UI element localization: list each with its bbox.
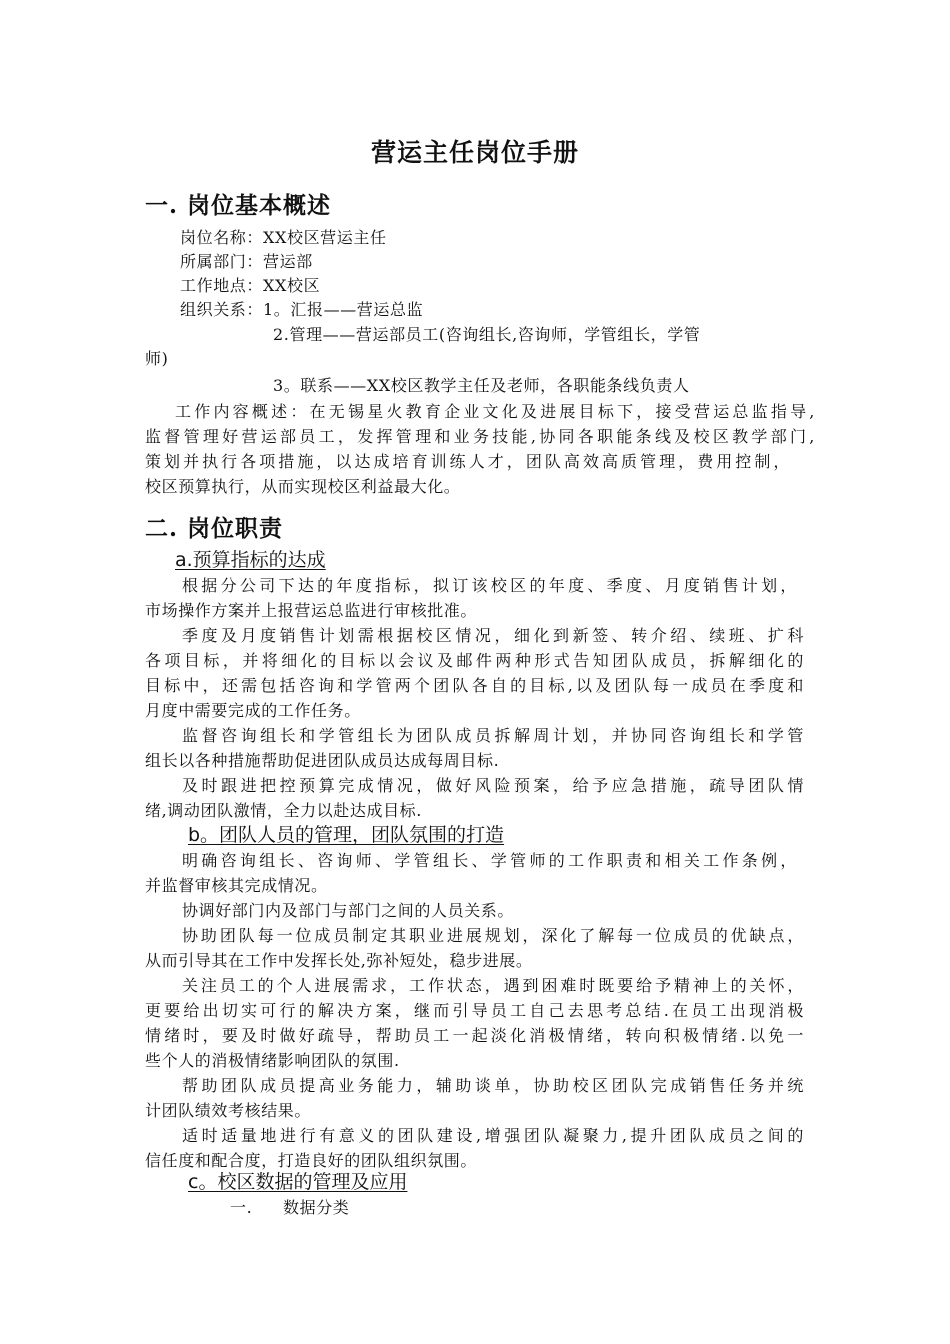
text-line: 明确咨询组长、咨询师、学管组长、学管师的工作职责和相关工作条例， — [182, 851, 797, 870]
text-line: 季度及月度销售计划需根据校区情况，细化到新签、转介绍、续班、扩科 — [182, 626, 804, 645]
text-line: 些个人的消极情绪影响团队的氛围. — [145, 1051, 400, 1070]
text-line: 月度中需要完成的工作任务。 — [145, 701, 361, 720]
text-line: 协助团队每一位成员制定其职业进展规划，深化了解每一位成员的优缺点， — [182, 926, 804, 945]
text-line: 组织关系：1。汇报——营运总监 — [180, 300, 424, 319]
text-line: 关注员工的个人进展需求，工作状态，遇到困难时既要给予精神上的关怀， — [182, 976, 804, 995]
section-heading-duties: 二. 岗位职责 — [145, 515, 284, 542]
text-line: 策划并执行各项措施，以达成培育训练人才，团队高效高质管理，费用控制， — [145, 452, 790, 471]
text-line: 及时跟进把控预算完成情况，做好风险预案，给予应急措施，疏导团队情 — [182, 776, 804, 795]
subheading-campus-data: c。校区数据的管理及应用 — [188, 1171, 408, 1193]
text-line: 协调好部门内及部门与部门之间的人员关系。 — [182, 901, 515, 920]
subheading-team-management: b。团队人员的管理，团队氛围的打造 — [188, 824, 505, 846]
text-line: 监督咨询组长和学管组长为团队成员拆解周计划，并协同咨询组长和学管 — [182, 726, 804, 745]
text-line: 工作内容概述：在无锡星火教育企业文化及进展目标下，接受营运总监指导, — [175, 402, 815, 421]
text-line: 更要给出切实可行的解决方案，继而引导员工自己去思考总结.在员工出现消极 — [145, 1001, 804, 1020]
text-line: 组长以各种措施帮助促进团队成员达成每周目标. — [145, 751, 500, 770]
text-line: 岗位名称：XX校区营运主任 — [180, 228, 387, 247]
text-line: 帮助团队成员提高业务能力，辅助谈单，协助校区团队完成销售任务并统 — [182, 1076, 804, 1095]
text-line: 监督管理好营运部员工，发挥管理和业务技能,协同各职能条线及校区教学部门, — [145, 427, 815, 446]
text-line: 校区预算执行，从而实现校区利益最大化。 — [145, 477, 461, 496]
text-line: 2.管理——营运部员工(咨询组长,咨询师，学管组长，学管 — [273, 325, 701, 344]
text-line: 适时适量地进行有意义的团队建设,增强团队凝聚力,提升团队成员之间的 — [182, 1126, 804, 1145]
page-title: 营运主任岗位手册 — [370, 138, 579, 167]
text-line: 绪,调动团队激情，全力以赴达成目标. — [145, 801, 422, 820]
subheading-budget: a.预算指标的达成 — [175, 549, 326, 571]
text-line: 目标中，还需包括咨询和学管两个团队各自的目标,以及团队每一成员在季度和 — [145, 676, 804, 695]
text-line: 信任度和配合度，打造良好的团队组织氛围。 — [145, 1151, 478, 1170]
text-line: 3。联系——XX校区教学主任及老师，各职能条线负责人 — [273, 376, 690, 395]
text-line: 师) — [145, 349, 169, 368]
text-line: 所属部门：营运部 — [180, 252, 313, 271]
text-line: 市场操作方案并上报营运总监进行审核批准。 — [145, 601, 478, 620]
section-heading-overview: 一. 岗位基本概述 — [145, 192, 332, 219]
text-line: 根据分公司下达的年度指标，拟订该校区的年度、季度、月度销售计划， — [182, 576, 797, 595]
text-line: 从而引导其在工作中发挥长处,弥补短处，稳步进展。 — [145, 951, 533, 970]
text-line: 工作地点：XX校区 — [180, 276, 321, 295]
text-line: 并监督审核其完成情况。 — [145, 876, 328, 895]
text-line: 计团队绩效考核结果。 — [145, 1101, 312, 1120]
list-item-number: 一. — [230, 1198, 253, 1217]
text-line: 情绪时，要及时做好疏导，帮助员工一起淡化消极情绪，转向积极情绪.以免一 — [145, 1026, 804, 1045]
text-line: 各项目标，并将细化的目标以会议及邮件两种形式告知团队成员，拆解细化的 — [145, 651, 804, 670]
list-item-text: 数据分类 — [283, 1198, 350, 1217]
